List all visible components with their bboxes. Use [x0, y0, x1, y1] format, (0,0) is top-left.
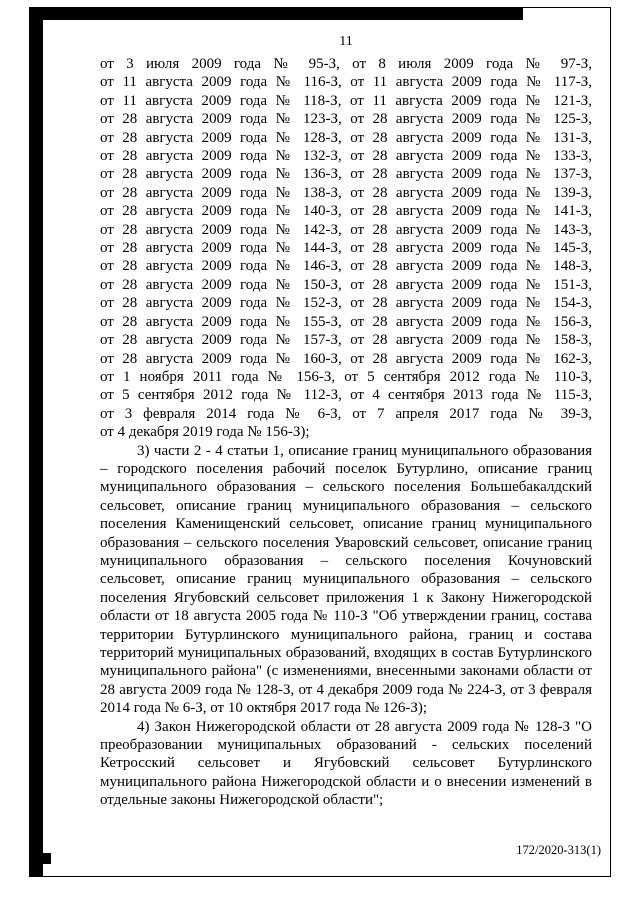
amendment-line: от 1 ноября 2011 года № 156-З, от 5 сентября 2012 года № 110-З,: [100, 368, 592, 385]
amendment-line: от 28 августа 2009 года № 155-З, от 28 августа 2009 года № 156-З,: [100, 313, 592, 330]
amendment-line: от 28 августа 2009 года № 123-З, от 28 августа 2009 года № 125-З,: [100, 111, 592, 128]
amendment-line: от 3 февраля 2014 года № 6-З, от 7 апреля 2017 года № 39-З,: [100, 405, 592, 422]
scan-artifact-top-bar: [29, 7, 523, 20]
document-code: 172/2020-313(1): [516, 843, 601, 857]
document-body: [100, 55, 592, 810]
amendment-line: от 28 августа 2009 года № 142-З, от 28 августа 2009 года № 143-З,: [100, 221, 592, 238]
amendment-line: от 28 августа 2009 года № 150-З, от 28 августа 2009 года № 151-З,: [100, 276, 592, 293]
amendment-line: от 28 августа 2009 года № 160-З, от 28 августа 2009 года № 162-З,: [100, 350, 592, 367]
scan-artifact-left-bar: [29, 7, 43, 877]
amendment-line: от 5 сентября 2012 года № 112-З, от 4 сентября 2013 года № 115-З,: [100, 387, 592, 404]
amendment-line: от 28 августа 2009 года № 136-З, от 28 августа 2009 года № 137-З,: [100, 166, 592, 183]
amendment-line: от 3 июля 2009 года № 95-З, от 8 июля 2009 года № 97-З,: [100, 56, 592, 72]
amendment-line: от 11 августа 2009 года № 116-З, от 11 августа 2009 года № 117-З,: [100, 74, 592, 91]
page-number: 11: [339, 34, 353, 49]
scan-artifact-mark: [29, 853, 51, 864]
paragraph-3: 3) части 2 - 4 статьи 1, описание границ муниципального образования – городского поселения рабочий поселок Бутурлино, описание границ муниципального образования – сельского поселения Большебакалдский сельсовет, описание границ муниципального образования – сельского поселения Каменищенский сельсовет, описание границ муниципального образования – сельского поселения Уваровский сельсовет, описание границ муниципального образования – сельского поселения Кочуновский сельсовет, описание границ муниципального образования – сельского поселения Ягубовский сельсовет приложения 1 к Закону Нижегородской области от 18 августа 2005 года № 110-З "Об утверждении границ, состава территории Бутурлинского муниципального района, границ и состава территорий муниципальных образований, входящих в состав Бутурлинского муниципального района" (с изменениями, внесенными законами области от 28 августа 2009 года № 128-З, от 4 декабря 2009 года № 224-З, от 3 февраля 2014 года № 6-З, от 10 октября 2017 года № 126-З);: [100, 442, 592, 717]
scan-artifact-mark: [29, 864, 42, 877]
amendment-line: от 28 августа 2009 года № 146-З, от 28 августа 2009 года № 148-З,: [100, 258, 592, 275]
amendment-line: от 28 августа 2009 года № 152-З, от 28 августа 2009 года № 154-З,: [100, 295, 592, 312]
amendment-line: от 28 августа 2009 года № 140-З, от 28 августа 2009 года № 141-З,: [100, 203, 592, 220]
amendment-line: от 11 августа 2009 года № 118-З, от 11 августа 2009 года № 121-З,: [100, 92, 592, 109]
amendment-line: от 28 августа 2009 года № 144-З, от 28 августа 2009 года № 145-З,: [100, 240, 592, 257]
amendment-line: от 28 августа 2009 года № 132-З, от 28 августа 2009 года № 133-З,: [100, 148, 592, 165]
amendment-line: от 28 августа 2009 года № 138-З, от 28 августа 2009 года № 139-З,: [100, 184, 592, 201]
amendment-line: от 28 августа 2009 года № 128-З, от 28 августа 2009 года № 131-З,: [100, 129, 592, 146]
paragraph-4: 4) Закон Нижегородской области от 28 августа 2009 года № 128-З "О преобразовании муниципальных образований - сельских поселений Кетросский сельсовет и Ягубовский сельсовет Бутурлинского муниципального района Нижегородской области и о внесении изменений в отдельные законы Нижегородской области";: [100, 718, 592, 809]
amendment-line: от 4 декабря 2019 года № 156-З);: [100, 424, 310, 441]
amendment-line: от 28 августа 2009 года № 157-З, от 28 августа 2009 года № 158-З,: [100, 332, 592, 349]
